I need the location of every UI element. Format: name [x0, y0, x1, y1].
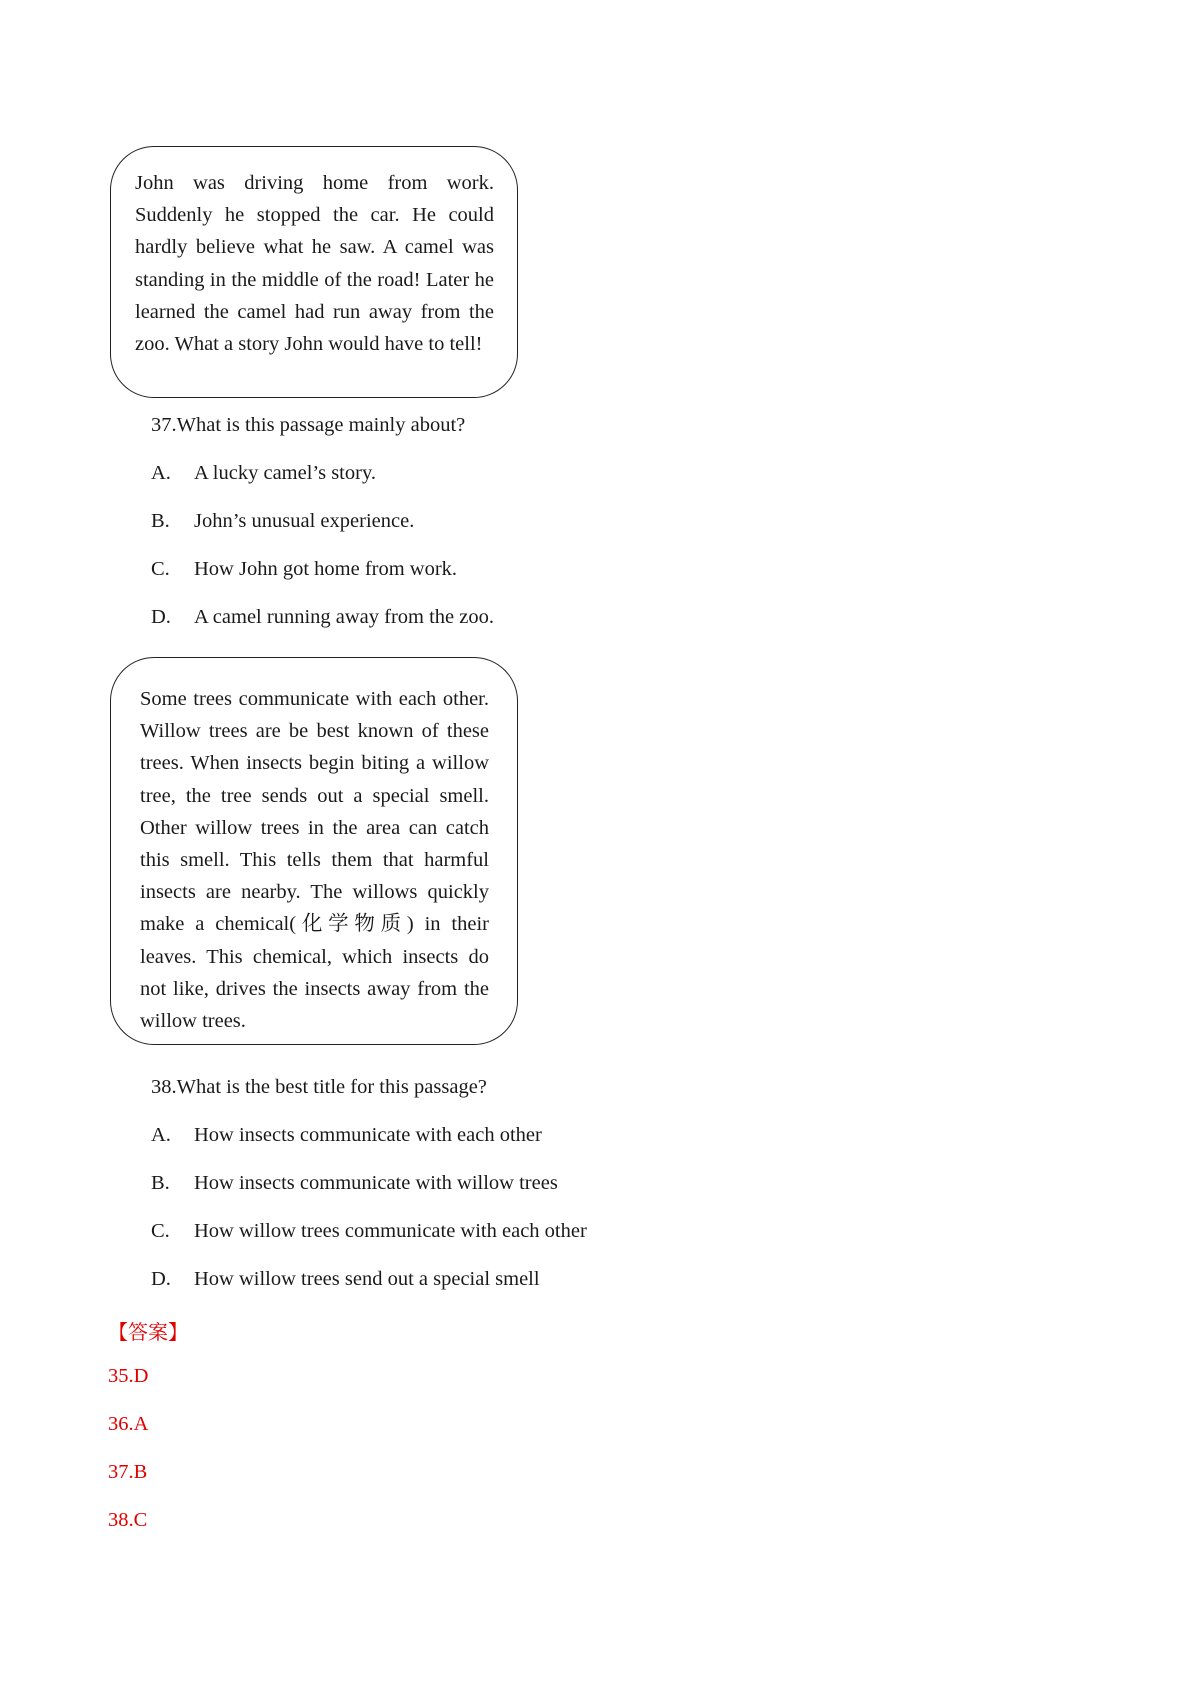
option-text: How willow trees send out a special smell: [194, 1268, 540, 1290]
q38-option-d: [151, 1268, 540, 1291]
option-letter: A.: [151, 1124, 171, 1146]
answer-heading: 【答案】: [108, 1320, 188, 1344]
passage-text-willow: Some trees communicate with each other. Willow trees are be best known of these trees. When insects begin biting a willow tree, the tree sends out a special smell. Other willow trees in the area can catch this smell. This tells them that harmful insects are nearby. The willows quickly make a chemical(化学物质) in their leaves. This chemical, which insects do not like, drives the insects away from the willow trees.: [140, 688, 489, 1033]
option-letter: B.: [151, 510, 170, 532]
q38-option-b: [151, 1172, 558, 1195]
option-text: A lucky camel’s story.: [194, 462, 376, 484]
q37-option-c: [151, 558, 457, 581]
q37-option-d: [151, 606, 494, 629]
option-letter: C.: [151, 558, 170, 580]
answer-37: 37.B: [108, 1461, 148, 1483]
question-37: 37.What is this passage mainly about?: [151, 414, 466, 436]
answer-36: 36.A: [108, 1413, 149, 1435]
option-letter: C.: [151, 1220, 170, 1242]
option-letter: D.: [151, 606, 171, 628]
answer-38: 38.C: [108, 1509, 148, 1531]
option-letter: A.: [151, 462, 171, 484]
option-letter: B.: [151, 1172, 170, 1194]
q38-option-c: [151, 1220, 587, 1243]
passage-text-camel: John was driving home from work. Suddenly he stopped the car. He could hardly believe what he saw. A camel was standing in the middle of the road! Later he learned the camel had run away from the zoo. What a story John would have to tell!: [135, 172, 494, 356]
q37-option-a: [151, 462, 376, 485]
option-text: How willow trees communicate with each other: [194, 1220, 587, 1242]
passage-box-willow: [110, 657, 518, 1045]
option-text: A camel running away from the zoo.: [194, 606, 495, 628]
option-text: How John got home from work.: [194, 558, 458, 580]
option-text: John’s unusual experience.: [194, 510, 415, 532]
option-text: How insects communicate with willow trees: [194, 1172, 558, 1194]
question-38: 38.What is the best title for this passage?: [151, 1076, 487, 1098]
option-text: How insects communicate with each other: [194, 1124, 542, 1146]
option-letter: D.: [151, 1268, 171, 1290]
q37-option-b: [151, 510, 414, 533]
passage-box-camel: [110, 146, 518, 398]
q38-option-a: [151, 1124, 542, 1147]
answer-35: 35.D: [108, 1365, 149, 1387]
